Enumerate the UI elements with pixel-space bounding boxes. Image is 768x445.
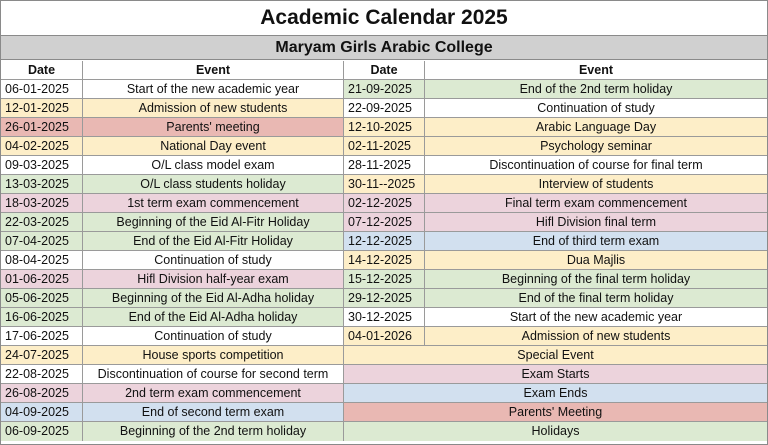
- right-row-date: 21-09-2025: [344, 80, 425, 99]
- right-row-date: 12-10-2025: [344, 118, 425, 137]
- right-row-event: Admission of new students: [425, 327, 767, 346]
- left-row-date: 22-03-2025: [1, 213, 83, 232]
- header-date-left: Date: [1, 61, 83, 80]
- right-row-event: End of the final term holiday: [425, 289, 767, 308]
- left-row-event: 1st term exam commencement: [83, 194, 344, 213]
- left-row-event: Start of the new academic year: [83, 80, 344, 99]
- right-row-date: 14-12-2025: [344, 251, 425, 270]
- left-row-date: 08-04-2025: [1, 251, 83, 270]
- left-row-date: 26-08-2025: [1, 384, 83, 403]
- left-row-date: 22-08-2025: [1, 365, 83, 384]
- right-row-event: Psychology seminar: [425, 137, 767, 156]
- right-row-date: 30-12-2025: [344, 308, 425, 327]
- left-row-event: Beginning of the Eid Al-Adha holiday: [83, 289, 344, 308]
- left-row-date: 09-03-2025: [1, 156, 83, 175]
- right-row-event: End of third term exam: [425, 232, 767, 251]
- left-row-event: Discontinuation of course for second term: [83, 365, 344, 384]
- left-row-event: Beginning of the 2nd term holiday: [83, 422, 344, 441]
- right-row-date: 07-12-2025: [344, 213, 425, 232]
- left-row-event: Continuation of study: [83, 251, 344, 270]
- left-row-event: End of second term exam: [83, 403, 344, 422]
- left-row-event: End of the Eid Al-Adha holiday: [83, 308, 344, 327]
- right-row-date: 04-01-2026: [344, 327, 425, 346]
- right-row-event: Interview of students: [425, 175, 767, 194]
- right-row-event: Dua Majlis: [425, 251, 767, 270]
- left-row-date: 16-06-2025: [1, 308, 83, 327]
- right-row-event: Final term exam commencement: [425, 194, 767, 213]
- left-row-date: 07-04-2025: [1, 232, 83, 251]
- right-row-event: Beginning of the final term holiday: [425, 270, 767, 289]
- left-row-date: 04-09-2025: [1, 403, 83, 422]
- right-row-event: Discontinuation of course for final term: [425, 156, 767, 175]
- right-row-date: 15-12-2025: [344, 270, 425, 289]
- left-row-event: Hifl Division half-year exam: [83, 270, 344, 289]
- header-event-right: Event: [425, 61, 767, 80]
- right-row-event: Arabic Language Day: [425, 118, 767, 137]
- left-row-date: 05-06-2025: [1, 289, 83, 308]
- right-row-event: Hifl Division final term: [425, 213, 767, 232]
- left-row-event: Admission of new students: [83, 99, 344, 118]
- right-row-date: 12-12-2025: [344, 232, 425, 251]
- left-row-date: 17-06-2025: [1, 327, 83, 346]
- legend-item: Parents' Meeting: [344, 403, 767, 422]
- right-row-date: 28-11-2025: [344, 156, 425, 175]
- header-event-left: Event: [83, 61, 344, 80]
- right-row-date: 02-12-2025: [344, 194, 425, 213]
- left-row-date: 18-03-2025: [1, 194, 83, 213]
- left-row-date: 04-02-2025: [1, 137, 83, 156]
- left-row-date: 13-03-2025: [1, 175, 83, 194]
- right-row-date: 02-11-2025: [344, 137, 425, 156]
- left-row-event: 2nd term exam commencement: [83, 384, 344, 403]
- legend-item: Exam Ends: [344, 384, 767, 403]
- right-row-date: 22-09-2025: [344, 99, 425, 118]
- left-row-event: Beginning of the Eid Al-Fitr Holiday: [83, 213, 344, 232]
- right-row-event: Start of the new academic year: [425, 308, 767, 327]
- left-row-event: Parents' meeting: [83, 118, 344, 137]
- left-row-date: 26-01-2025: [1, 118, 83, 137]
- page-title: Academic Calendar 2025: [1, 1, 767, 36]
- college-name: Maryam Girls Arabic College: [1, 36, 767, 60]
- left-row-date: 01-06-2025: [1, 270, 83, 289]
- right-row-date: 29-12-2025: [344, 289, 425, 308]
- header-date-right: Date: [344, 61, 425, 80]
- left-row-event: O/L class students holiday: [83, 175, 344, 194]
- right-row-event: End of the 2nd term holiday: [425, 80, 767, 99]
- left-row-event: O/L class model exam: [83, 156, 344, 175]
- right-row-date: 30-11--2025: [344, 175, 425, 194]
- left-row-event: National Day event: [83, 137, 344, 156]
- left-row-date: 12-01-2025: [1, 99, 83, 118]
- left-row-event: Continuation of study: [83, 327, 344, 346]
- legend-item: Holidays: [344, 422, 767, 441]
- left-row-date: 24-07-2025: [1, 346, 83, 365]
- legend-item: Special Event: [344, 346, 767, 365]
- left-row-event: End of the Eid Al-Fitr Holiday: [83, 232, 344, 251]
- right-row-event: Continuation of study: [425, 99, 767, 118]
- legend-item: Exam Starts: [344, 365, 767, 384]
- left-row-date: 06-01-2025: [1, 80, 83, 99]
- left-row-date: 06-09-2025: [1, 422, 83, 441]
- left-row-event: House sports competition: [83, 346, 344, 365]
